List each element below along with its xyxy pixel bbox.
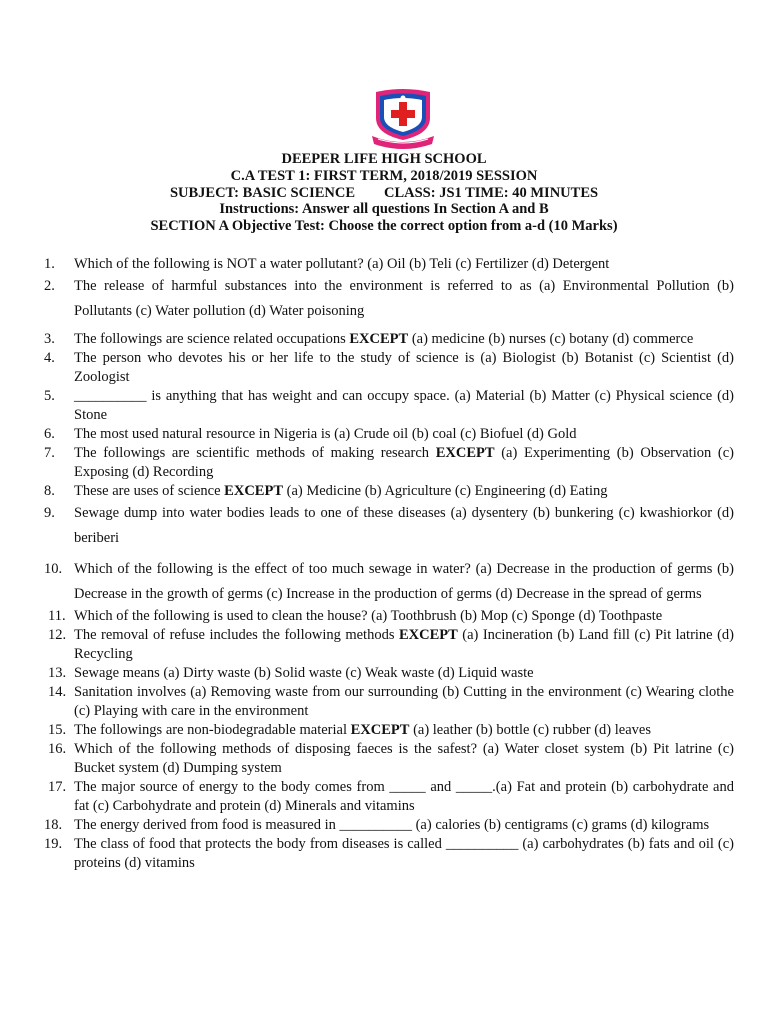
- school-name: DEEPER LIFE HIGH SCHOOL: [281, 151, 487, 167]
- question-7: 7. The followings are scientific methods of making research EXCEPT (a) Experimenting (b) Observation (c) Exposing (d) Recording: [44, 445, 734, 480]
- subject-class-time: SUBJECT: BASIC SCIENCE CLASS: JS1 TIME: 40 MINUTES: [169, 184, 599, 201]
- question-3: 3. The followings are science related occupations EXCEPT (a) medicine (b) nurses (c) botany (d) commerce: [44, 331, 694, 347]
- question-11: 11. Which of the following is used to clean the house? (a) Toothbrush (b) Mop (c) Sponge (d) Toothpaste: [48, 608, 663, 624]
- question-5: 5. __________ is anything that has weight and can occupy space. (a) Material (b) Matter (c) Physical science (d) Stone: [44, 388, 734, 423]
- except-keyword: EXCEPT: [350, 722, 410, 738]
- question-list: [44, 255, 734, 873]
- question-8: 8. These are uses of science EXCEPT (a) Medicine (b) Agriculture (c) Engineering (d) Eating: [44, 483, 608, 499]
- question-19: 19. The class of food that protects the body from diseases is called __________ (a) carbohydrates (b) fats and oil (c) proteins (d) vitamins: [44, 836, 734, 871]
- question-18: 18. The energy derived from food is measured in __________ (a) calories (b) centigrams (c) grams (d) kilograms: [44, 817, 710, 833]
- question-17: 17. The major source of energy to the body comes from _____ and _____.(a) Fat and protein (b) carbohydrate and fat (c) Carbohydrate and protein (d) Minerals and vitamins: [48, 779, 734, 814]
- except-keyword: EXCEPT: [349, 331, 409, 347]
- question-6: 6. The most used natural resource in Nigeria is (a) Crude oil (b) coal (c) Biofuel (d) Gold: [44, 426, 577, 442]
- school-crest-logo: [370, 88, 436, 150]
- question-2: 2. The release of harmful substances into the environment is referred to as (a) Environmental Pollution (b) Pollutants (c) Water pollution (d) Water poisoning: [44, 278, 734, 319]
- question-9: 9. Sewage dump into water bodies leads to one of these diseases (a) dysentery (b) bunkering (c) kwashiorkor (d) beriberi: [44, 505, 734, 546]
- test-header: [0, 151, 768, 235]
- question-15: 15. The followings are non-biodegradable material EXCEPT (a) leather (b) bottle (c) rubber (d) leaves: [48, 722, 651, 738]
- question-10: 10. Which of the following is the effect of too much sewage in water? (a) Decrease in the production of germs (b) Decrease in the growth of germs (c) Increase in the production of germs (d) Decrease in the spread of germs: [44, 561, 734, 602]
- question-1: 1. Which of the following is NOT a water pollutant? (a) Oil (b) Teli (c) Fertilizer (d) Detergent: [44, 256, 610, 272]
- section-title: SECTION A Objective Test: Choose the correct option from a-d (10 Marks): [150, 218, 618, 235]
- test-title: C.A TEST 1: FIRST TERM, 2018/2019 SESSION: [230, 167, 538, 184]
- question-14: 14. Sanitation involves (a) Removing waste from our surrounding (b) Cutting in the environment (c) Wearing clothe (c) Playing with care in the environment: [48, 684, 734, 719]
- question-16: 16. Which of the following methods of disposing faeces is the safest? (a) Water closet system (b) Pit latrine (c) Bucket system (d) Dumping system: [48, 741, 734, 776]
- question-13: 13. Sewage means (a) Dirty waste (b) Solid waste (c) Weak waste (d) Liquid waste: [48, 665, 534, 681]
- question-12: 12. The removal of refuse includes the following methods EXCEPT (a) Incineration (b) Land fill (c) Pit latrine (d) Recycling: [48, 627, 735, 662]
- except-keyword: EXCEPT: [435, 445, 495, 461]
- instructions: Instructions: Answer all questions In Section A and B: [219, 201, 549, 218]
- except-keyword: EXCEPT: [398, 627, 458, 643]
- except-keyword: EXCEPT: [224, 483, 283, 499]
- question-4: 4. The person who devotes his or her life to the study of science is (a) Biologist (b) Botanist (c) Scientist (d) Zoologist: [44, 350, 734, 385]
